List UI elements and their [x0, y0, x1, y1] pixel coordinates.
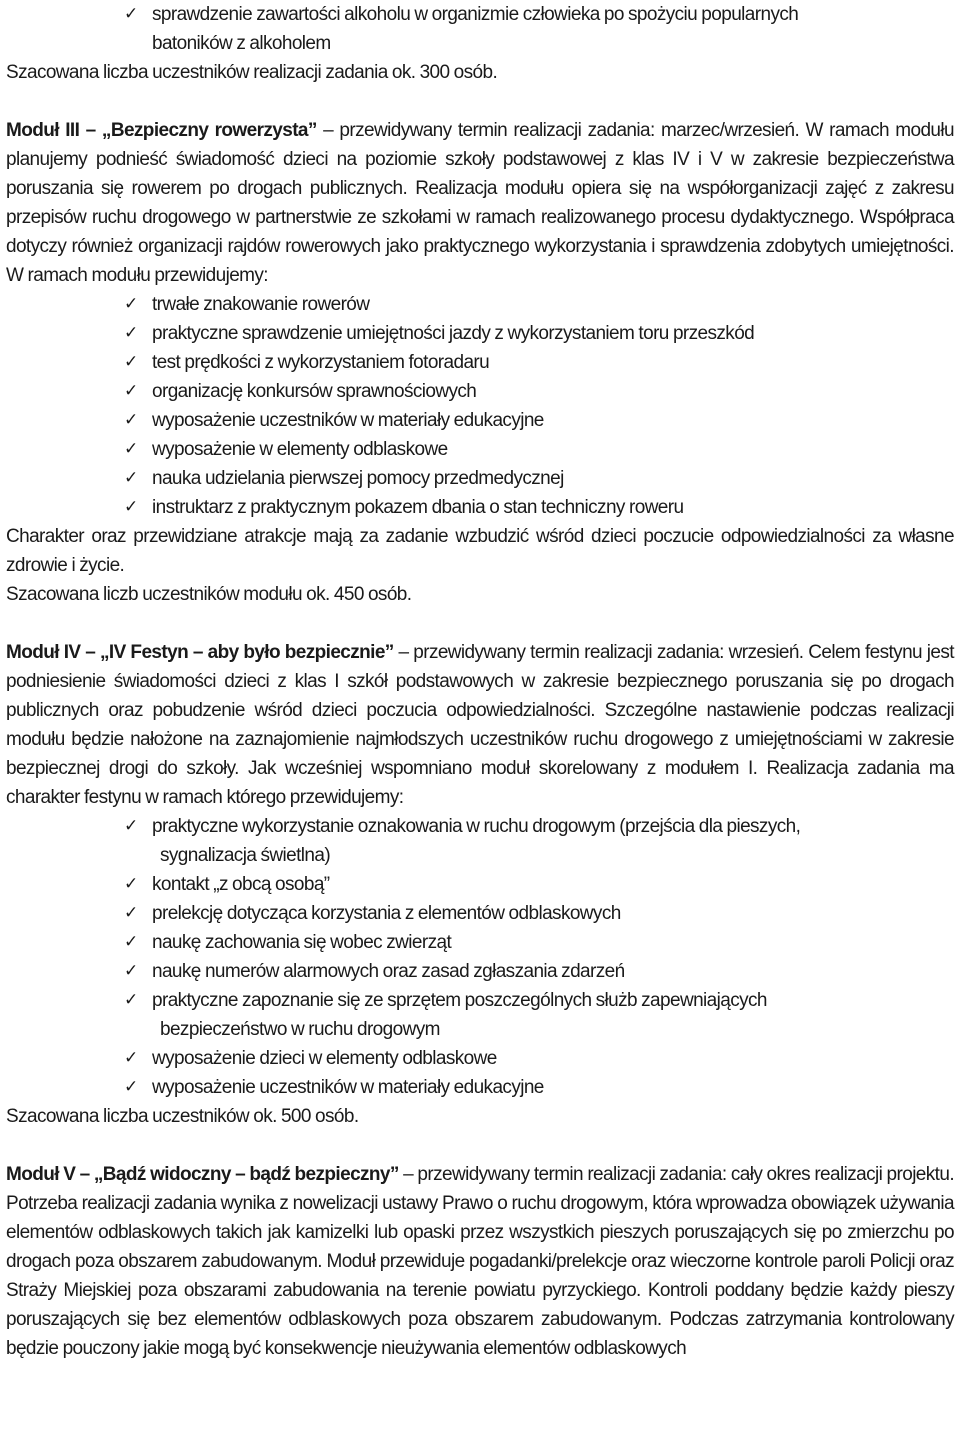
module-5-body: Potrzeba realizacji zadania wynika z nowelizacji ustawy Prawo o ruchu drogowym, która wprowadza obowiązek używania elementów odblaskowych takich jak kamizelki lub opaski przez wszystkich pieszych poruszających się po zmierzchu po drogach poza obszarem zabudowanym. Moduł przewiduje pogadanki/prelekcje oraz wieczorne kontrole paroli Policji oraz Straży Miejskiej poza obszarami zabudowania na terenie powiatu pyrzyckiego. Kontroli poddany będzie każdy pieszy poruszających się bez elementów odblaskowych poza obszarem zabudowanym. Podczas zatrzymania kontrolowany będzie pouczony jakie mogą być konsekwencje nieużywania elementów odblaskowych	[6, 1193, 954, 1359]
module-5-label: Moduł V	[6, 1164, 76, 1185]
list-item-text: prelekcję dotycząca korzystania z elementów odblaskowych	[152, 903, 621, 924]
checkmark-icon: ✓	[124, 1077, 138, 1097]
list-item	[124, 464, 954, 493]
module-4-dash: –	[85, 642, 96, 663]
checkmark-icon: ✓	[124, 352, 138, 372]
checkmark-icon: ✓	[124, 323, 138, 343]
module-3-label: Moduł III	[6, 120, 80, 141]
list-item-text: organizację konkursów sprawnościowych	[152, 381, 477, 402]
checkmark-icon: ✓	[124, 990, 138, 1010]
list-item-text: praktyczne sprawdzenie umiejętności jazdy z wykorzystaniem toru przeszkód	[152, 323, 755, 344]
module-4-label: Moduł IV	[6, 642, 81, 663]
list-item-text: instruktarz z praktycznym pokazem dbania o stan techniczny roweru	[152, 497, 684, 518]
module-4-checklist	[6, 812, 954, 1102]
checkmark-icon: ✓	[124, 439, 138, 459]
module-3-body: W ramach modułu planujemy podnieść świadomość dzieci na poziomie szkoły podstawowej z klas IV i V w zakresie bezpieczeństwa poruszania się rowerem po drogach publicznych. Realizacja modułu opiera się na współorganizacji zajęć z zakresu przepisów ruchu drogowego w partnerstwie ze szkołami w ramach realizowanego procesu dydaktycznego. Współpraca dotyczy również organizacji rajdów rowerowych jako praktycznego wykorzystania i sprawdzenia zdobytych umiejętności. W ramach modułu przewidujemy:	[6, 120, 954, 286]
list-item	[124, 319, 954, 348]
module-4-paragraph	[6, 638, 954, 812]
checkmark-icon: ✓	[124, 294, 138, 314]
list-item	[124, 435, 954, 464]
checkmark-icon: ✓	[124, 874, 138, 894]
participant-count: Szacowana liczba uczestników realizacji zadania ok. 300 osób.	[6, 62, 498, 83]
list-item-text: praktyczne zapoznanie się ze sprzętem poszczególnych służb zapewniających	[152, 990, 767, 1011]
list-item-text: wyposażenie dzieci w elementy odblaskowe	[152, 1048, 497, 1069]
checkmark-icon: ✓	[124, 468, 138, 488]
checkmark-icon: ✓	[124, 932, 138, 952]
spacer	[6, 87, 954, 116]
checkmark-icon: ✓	[124, 903, 138, 923]
module-3-dash2: –	[323, 120, 334, 141]
list-item-continuation: bezpieczeństwo w ruchu drogowym	[160, 1019, 440, 1040]
checkmark-icon: ✓	[124, 497, 138, 517]
module-5-term: przewidywany termin realizacji zadania: cały okres realizacji projektu.	[417, 1164, 955, 1185]
list-item-text: trwałe znakowanie rowerów	[152, 294, 370, 315]
module-5-dash: –	[79, 1164, 90, 1185]
module-4-dash2: –	[398, 642, 409, 663]
list-item-text: test prędkości z wykorzystaniem fotoradaru	[152, 352, 490, 373]
list-item-text: naukę zachowania się wobec zwierząt	[152, 932, 452, 953]
module-4-body: Celem festynu jest podniesienie świadomości dzieci z klas I szkół podstawowych w zakresie bezpiecznego poruszania się po drogach publicznych oraz pobudzenie wśród dzieci poczucia odpowiedzialności. Szczególne nastawienie podczas realizacji modułu będzie nałożone na zaznajomienie najmłodszych uczestników ruchu drogowego z umiejętnościami w zakresie bezpiecznej drogi do szkoły. Jak wcześniej wspomniano moduł skorelowany z modułem I. Realizacja zadania ma charakter festynu w ramach którego przewidujemy:	[6, 642, 954, 808]
document-page	[6, 0, 954, 1363]
module-3-dash: –	[85, 120, 96, 141]
list-item	[124, 899, 954, 928]
participant-count: Szacowana liczba uczestników ok. 500 osób.	[6, 1106, 359, 1127]
module-3-name: „Bezpieczny rowerzysta”	[101, 120, 317, 141]
list-item	[124, 348, 954, 377]
list-item-continuation: sygnalizacja świetlna)	[160, 845, 331, 866]
module-4-term: przewidywany termin realizacji zadania: wrzesień.	[413, 642, 804, 663]
list-item	[124, 986, 954, 1044]
checkmark-icon: ✓	[124, 381, 138, 401]
module-3-checklist	[6, 290, 954, 522]
list-item	[124, 870, 954, 899]
list-item	[124, 928, 954, 957]
list-item	[124, 290, 954, 319]
module-3-closing: Charakter oraz przewidziane atrakcje mają za zadanie wzbudzić wśród dzieci poczucie odpowiedzialności za własne zdrowie i życie.	[6, 526, 954, 576]
list-item	[124, 377, 954, 406]
list-item-text: nauka udzielania pierwszej pomocy przedmedycznej	[152, 468, 564, 489]
module-5-dash2: –	[403, 1164, 414, 1185]
list-item-text: kontakt „z obcą osobą”	[152, 874, 330, 895]
module-5-paragraph	[6, 1160, 954, 1363]
list-item-text: sprawdzenie zawartości alkoholu w organizmie człowieka po spożyciu popularnych	[152, 4, 799, 25]
list-item-text: naukę numerów alarmowych oraz zasad zgłaszania zdarzeń	[152, 961, 625, 982]
list-item	[124, 0, 954, 58]
list-item	[124, 957, 954, 986]
list-item-continuation: batoników z alkoholem	[152, 33, 331, 54]
list-item	[124, 1044, 954, 1073]
list-item	[124, 493, 954, 522]
participant-count: Szacowana liczb uczestników modułu ok. 450 osób.	[6, 584, 412, 605]
checkmark-icon: ✓	[124, 4, 138, 24]
checkmark-icon: ✓	[124, 410, 138, 430]
list-item-text: wyposażenie uczestników w materiały edukacyjne	[152, 1077, 544, 1098]
spacer	[6, 609, 954, 638]
list-item-text: wyposażenie uczestników w materiały edukacyjne	[152, 410, 544, 431]
checkmark-icon: ✓	[124, 1048, 138, 1068]
intro-checklist	[6, 0, 954, 58]
module-5-name: „Bądź widoczny – bądź bezpieczny”	[93, 1164, 399, 1185]
list-item	[124, 1073, 954, 1102]
list-item-text: wyposażenie w elementy odblaskowe	[152, 439, 448, 460]
checkmark-icon: ✓	[124, 961, 138, 981]
list-item	[124, 406, 954, 435]
module-3-term: przewidywany termin realizacji zadania: marzec/wrzesień.	[339, 120, 800, 141]
list-item	[124, 812, 954, 870]
module-4-name: „IV Festyn – aby było bezpiecznie”	[100, 642, 394, 663]
checkmark-icon: ✓	[124, 816, 138, 836]
spacer	[6, 1131, 954, 1160]
module-3-paragraph	[6, 116, 954, 290]
list-item-text: praktyczne wykorzystanie oznakowania w ruchu drogowym (przejścia dla pieszych,	[152, 816, 801, 837]
